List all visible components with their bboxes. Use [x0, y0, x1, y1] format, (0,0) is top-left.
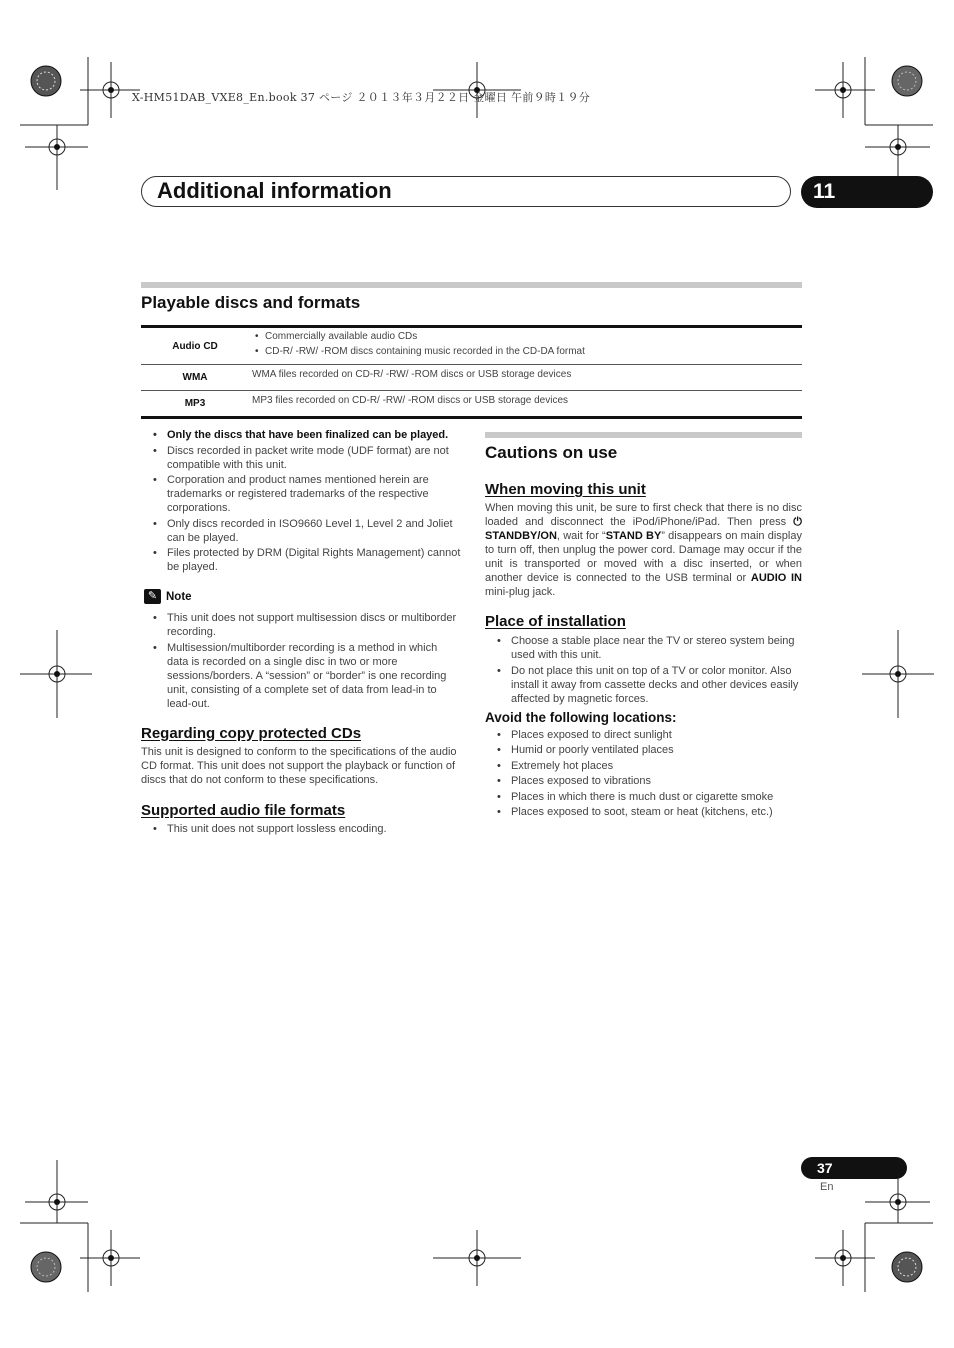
list-item: • This unit does not support multisession discs or multiborder recording.: [141, 611, 461, 639]
pencil-icon: ✎: [144, 589, 161, 604]
list-item: • Places exposed to direct sunlight: [485, 728, 802, 742]
standby-on-label: STANDBY/ON: [485, 530, 557, 542]
list-item: • Places exposed to soot, steam or heat (kitchens, etc.): [485, 805, 802, 819]
list-item: • Multisession/multiborder recording is a method in which data is recorded on a single disc in two or more sessions/borders. A “session” or “border” is one recording unit, consisting of a complete set of data from lead-in to lead-out.: [141, 641, 461, 711]
power-icon: ⏻: [793, 516, 802, 528]
moving-text-part: mini-plug jack.: [485, 586, 556, 598]
list-item: • Extremely hot places: [485, 759, 802, 773]
subheading-moving: When moving this unit: [485, 481, 646, 498]
list-item: • Choose a stable place near the TV or stereo system being used with this unit.: [485, 634, 802, 662]
left-column: [141, 428, 461, 837]
copy-protected-text: This unit is designed to conform to the specifications of the audio CD format. This unit does not support the playback or function of discs that do not conform to these specifications.: [141, 745, 457, 786]
list-item: • CD-R/ -RW/ -ROM discs containing music recorded in the CD-DA format: [252, 344, 802, 359]
note-label: Note: [166, 590, 192, 603]
page-number: 37: [801, 1157, 907, 1179]
subheading-installation: Place of installation: [485, 613, 626, 630]
right-column: [485, 443, 802, 821]
subheading-copy-protected: Regarding copy protected CDs: [141, 724, 362, 742]
table-label: WMA: [182, 372, 208, 383]
list-item: • Discs recorded in packet write mode (UDF format) are not compatible with this unit.: [141, 444, 461, 472]
table-cell: MP3 files recorded on CD-R/ -RW/ -ROM discs or USB storage devices: [252, 395, 569, 406]
table-label: MP3: [184, 398, 206, 409]
section-bar: [485, 432, 802, 438]
formats-table: [141, 325, 802, 419]
file-header: X-HM51DAB_VXE8_En.book 37 ページ ２０１３年３月２２日 金曜日 午前９時１９分: [132, 91, 591, 104]
avoid-heading: Avoid the following locations:: [485, 709, 677, 725]
list-item: • Only discs recorded in ISO9660 Level 1, Level 2 and Joliet can be played.: [141, 517, 461, 545]
playable-bullets: [141, 428, 461, 574]
moving-text-part: , wait for “: [556, 530, 606, 542]
subheading-supported-formats: Supported audio file formats: [141, 801, 346, 819]
list-item: • Files protected by DRM (Digital Rights Management) cannot be played.: [141, 546, 461, 574]
list-item: • Corporation and product names mentioned herein are trademarks or registered trademarks of the respective corporations.: [141, 473, 461, 515]
chapter-title: Additional information: [157, 178, 392, 203]
note-list: [141, 611, 461, 711]
note-header: [144, 588, 461, 606]
stand-by-label: STAND BY: [605, 530, 662, 542]
section-heading-cautions: Cautions on use: [485, 443, 618, 462]
list-item: • Humid or poorly ventilated places: [485, 743, 802, 757]
audio-in-label: AUDIO IN: [750, 572, 802, 584]
supported-formats-list: [141, 822, 461, 836]
list-item: • Do not place this unit on top of a TV or color monitor. Also install it away from cassette decks and other devices easily affected by magnetic forces.: [485, 664, 802, 706]
avoid-list: [485, 728, 802, 820]
table-label: Audio CD: [172, 340, 218, 352]
table-row: [141, 325, 802, 365]
chapter-number: 11: [801, 176, 933, 208]
list-item: • This unit does not support lossless encoding.: [141, 822, 461, 836]
moving-text: [485, 501, 802, 599]
moving-text-part: When moving this unit, be sure to first check that there is no disc loaded and disconnect the iPod/iPhone/iPad. Then press: [485, 502, 802, 528]
list-item: • Only the discs that have been finalized can be played.: [141, 428, 461, 442]
list-item: • Commercially available audio CDs: [252, 329, 802, 344]
list-item: • Places in which there is much dust or cigarette smoke: [485, 790, 802, 804]
section-bar: [141, 282, 802, 288]
list-item: • Places exposed to vibrations: [485, 774, 802, 788]
table-cell: WMA files recorded on CD-R/ -RW/ -ROM discs or USB storage devices: [252, 369, 572, 380]
page-language: En: [820, 1181, 834, 1193]
installation-list: [485, 634, 802, 706]
section-heading-playable: Playable discs and formats: [141, 293, 361, 312]
table-row: [141, 365, 802, 391]
moving-text-part: ” disappears on main display to turn off, then unplug the power cord. Damage may occur if the unit is transported or moved with a disc inserted, or when another device is connected to the USB terminal or: [485, 530, 802, 584]
table-cell: [249, 328, 802, 364]
table-row: [141, 391, 802, 419]
